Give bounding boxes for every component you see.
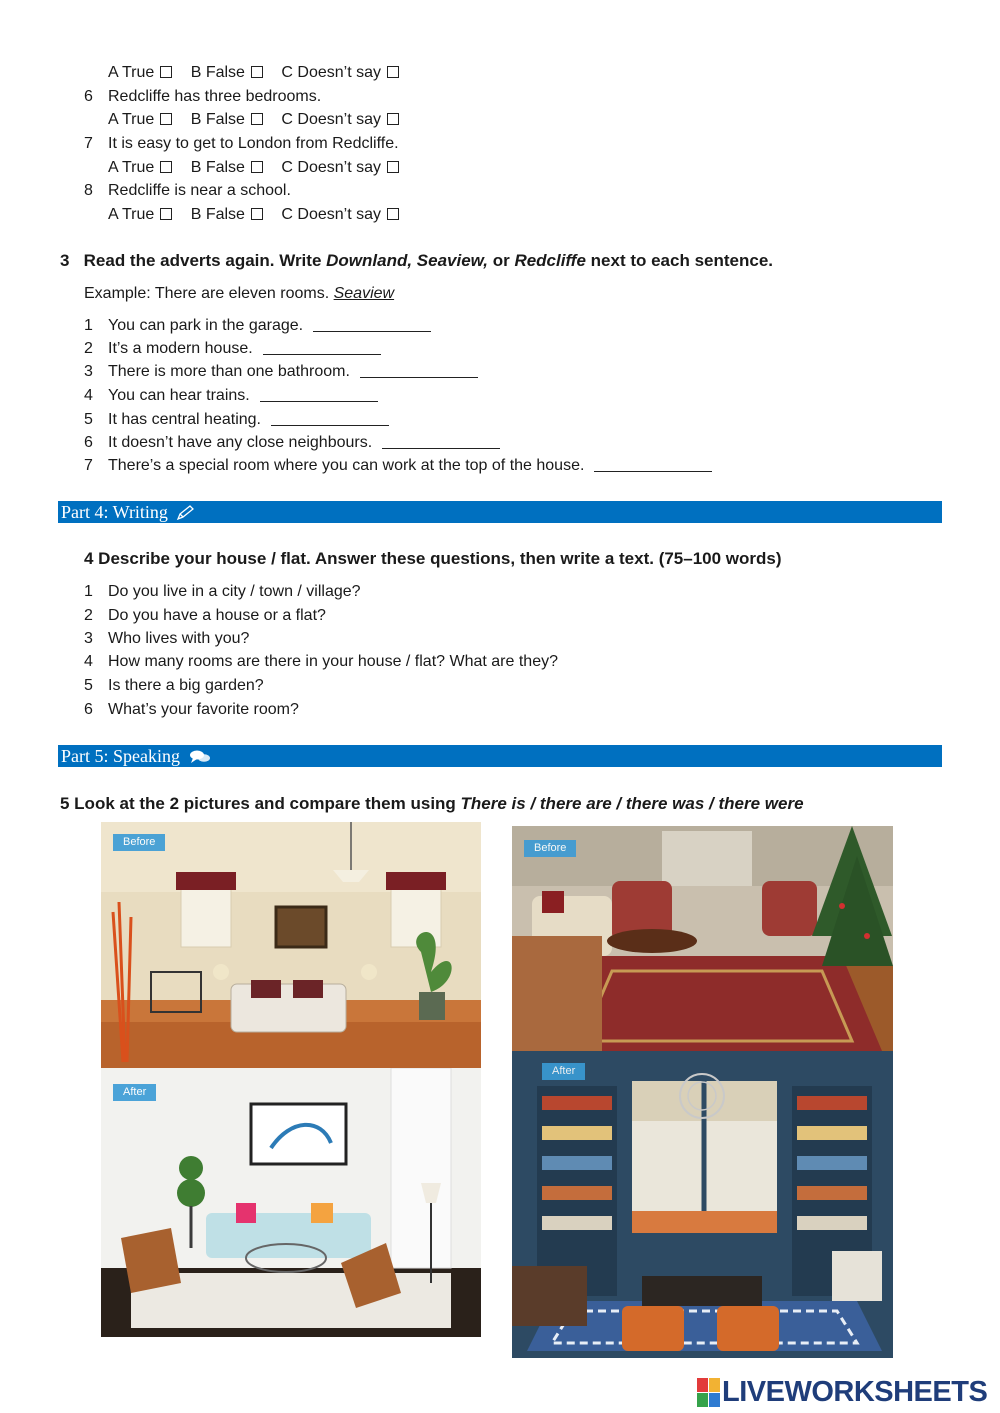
answer-blank[interactable] [360,363,478,378]
living-room-after-image [101,1068,481,1337]
right-after-photo [512,1051,893,1358]
part4-heading: 4 Describe your house / flat. Answer these questions, then write a text. (75–100 words) [84,549,782,568]
section3-heading: 3 Read the adverts again. Write Downland, Seaview, or Redcliffe next to each sentence. [60,251,774,270]
part5-heading: 5 Look at the 2 pictures and compare them using There is / there are / there was / there were [60,794,804,813]
checkbox[interactable] [251,113,263,125]
option-doesnt-say[interactable]: C Doesn’t say [281,63,399,83]
option-doesnt-say[interactable]: C Doesn’t say [281,110,399,130]
answer-blank[interactable] [382,434,500,449]
after-tag: After [113,1084,156,1101]
q7-options [108,158,413,178]
answer-blank[interactable] [260,387,378,402]
library-after-image [512,1051,893,1358]
option-true[interactable]: A True [108,63,172,83]
option-true[interactable]: A True [108,110,172,130]
option-false[interactable]: B False [191,110,263,130]
answer-blank[interactable] [313,317,431,332]
option-true[interactable]: A True [108,205,172,225]
checkbox[interactable] [160,208,172,220]
answer-blank[interactable] [271,411,389,426]
q6-options [108,110,413,130]
before-tag: Before [524,840,576,857]
left-after-photo [101,1068,481,1337]
pencil-icon [176,505,196,521]
den-before-image [512,826,893,1051]
answer-blank[interactable] [263,340,381,355]
option-doesnt-say[interactable]: C Doesn’t say [281,205,399,225]
right-before-photo [512,826,893,1051]
left-before-photo [101,822,481,1068]
part4-bar: Part 4: Writing [58,501,942,523]
q8-options [108,205,413,225]
after-tag: After [542,1063,585,1080]
checkbox[interactable] [251,66,263,78]
part5-bar: Part 5: Speaking [58,745,942,767]
speech-bubbles-icon [189,749,211,765]
checkbox[interactable] [160,113,172,125]
checkbox[interactable] [251,161,263,173]
q5-options [108,63,413,83]
footer-brand[interactable]: LIVEWORKSHEETS [722,1376,988,1408]
option-doesnt-say[interactable]: C Doesn’t say [281,158,399,178]
answer-blank[interactable] [594,457,712,472]
checkbox[interactable] [387,208,399,220]
checkbox[interactable] [251,208,263,220]
section3-example: Example: There are eleven rooms. Seaview [84,285,395,302]
checkbox[interactable] [160,161,172,173]
liveworksheets-logo-icon [697,1378,721,1408]
checkbox[interactable] [160,66,172,78]
before-tag: Before [113,834,165,851]
checkbox[interactable] [387,113,399,125]
option-false[interactable]: B False [191,158,263,178]
checkbox[interactable] [387,161,399,173]
living-room-before-image [101,822,481,1068]
checkbox[interactable] [387,66,399,78]
option-false[interactable]: B False [191,205,263,225]
option-false[interactable]: B False [191,63,263,83]
option-true[interactable]: A True [108,158,172,178]
